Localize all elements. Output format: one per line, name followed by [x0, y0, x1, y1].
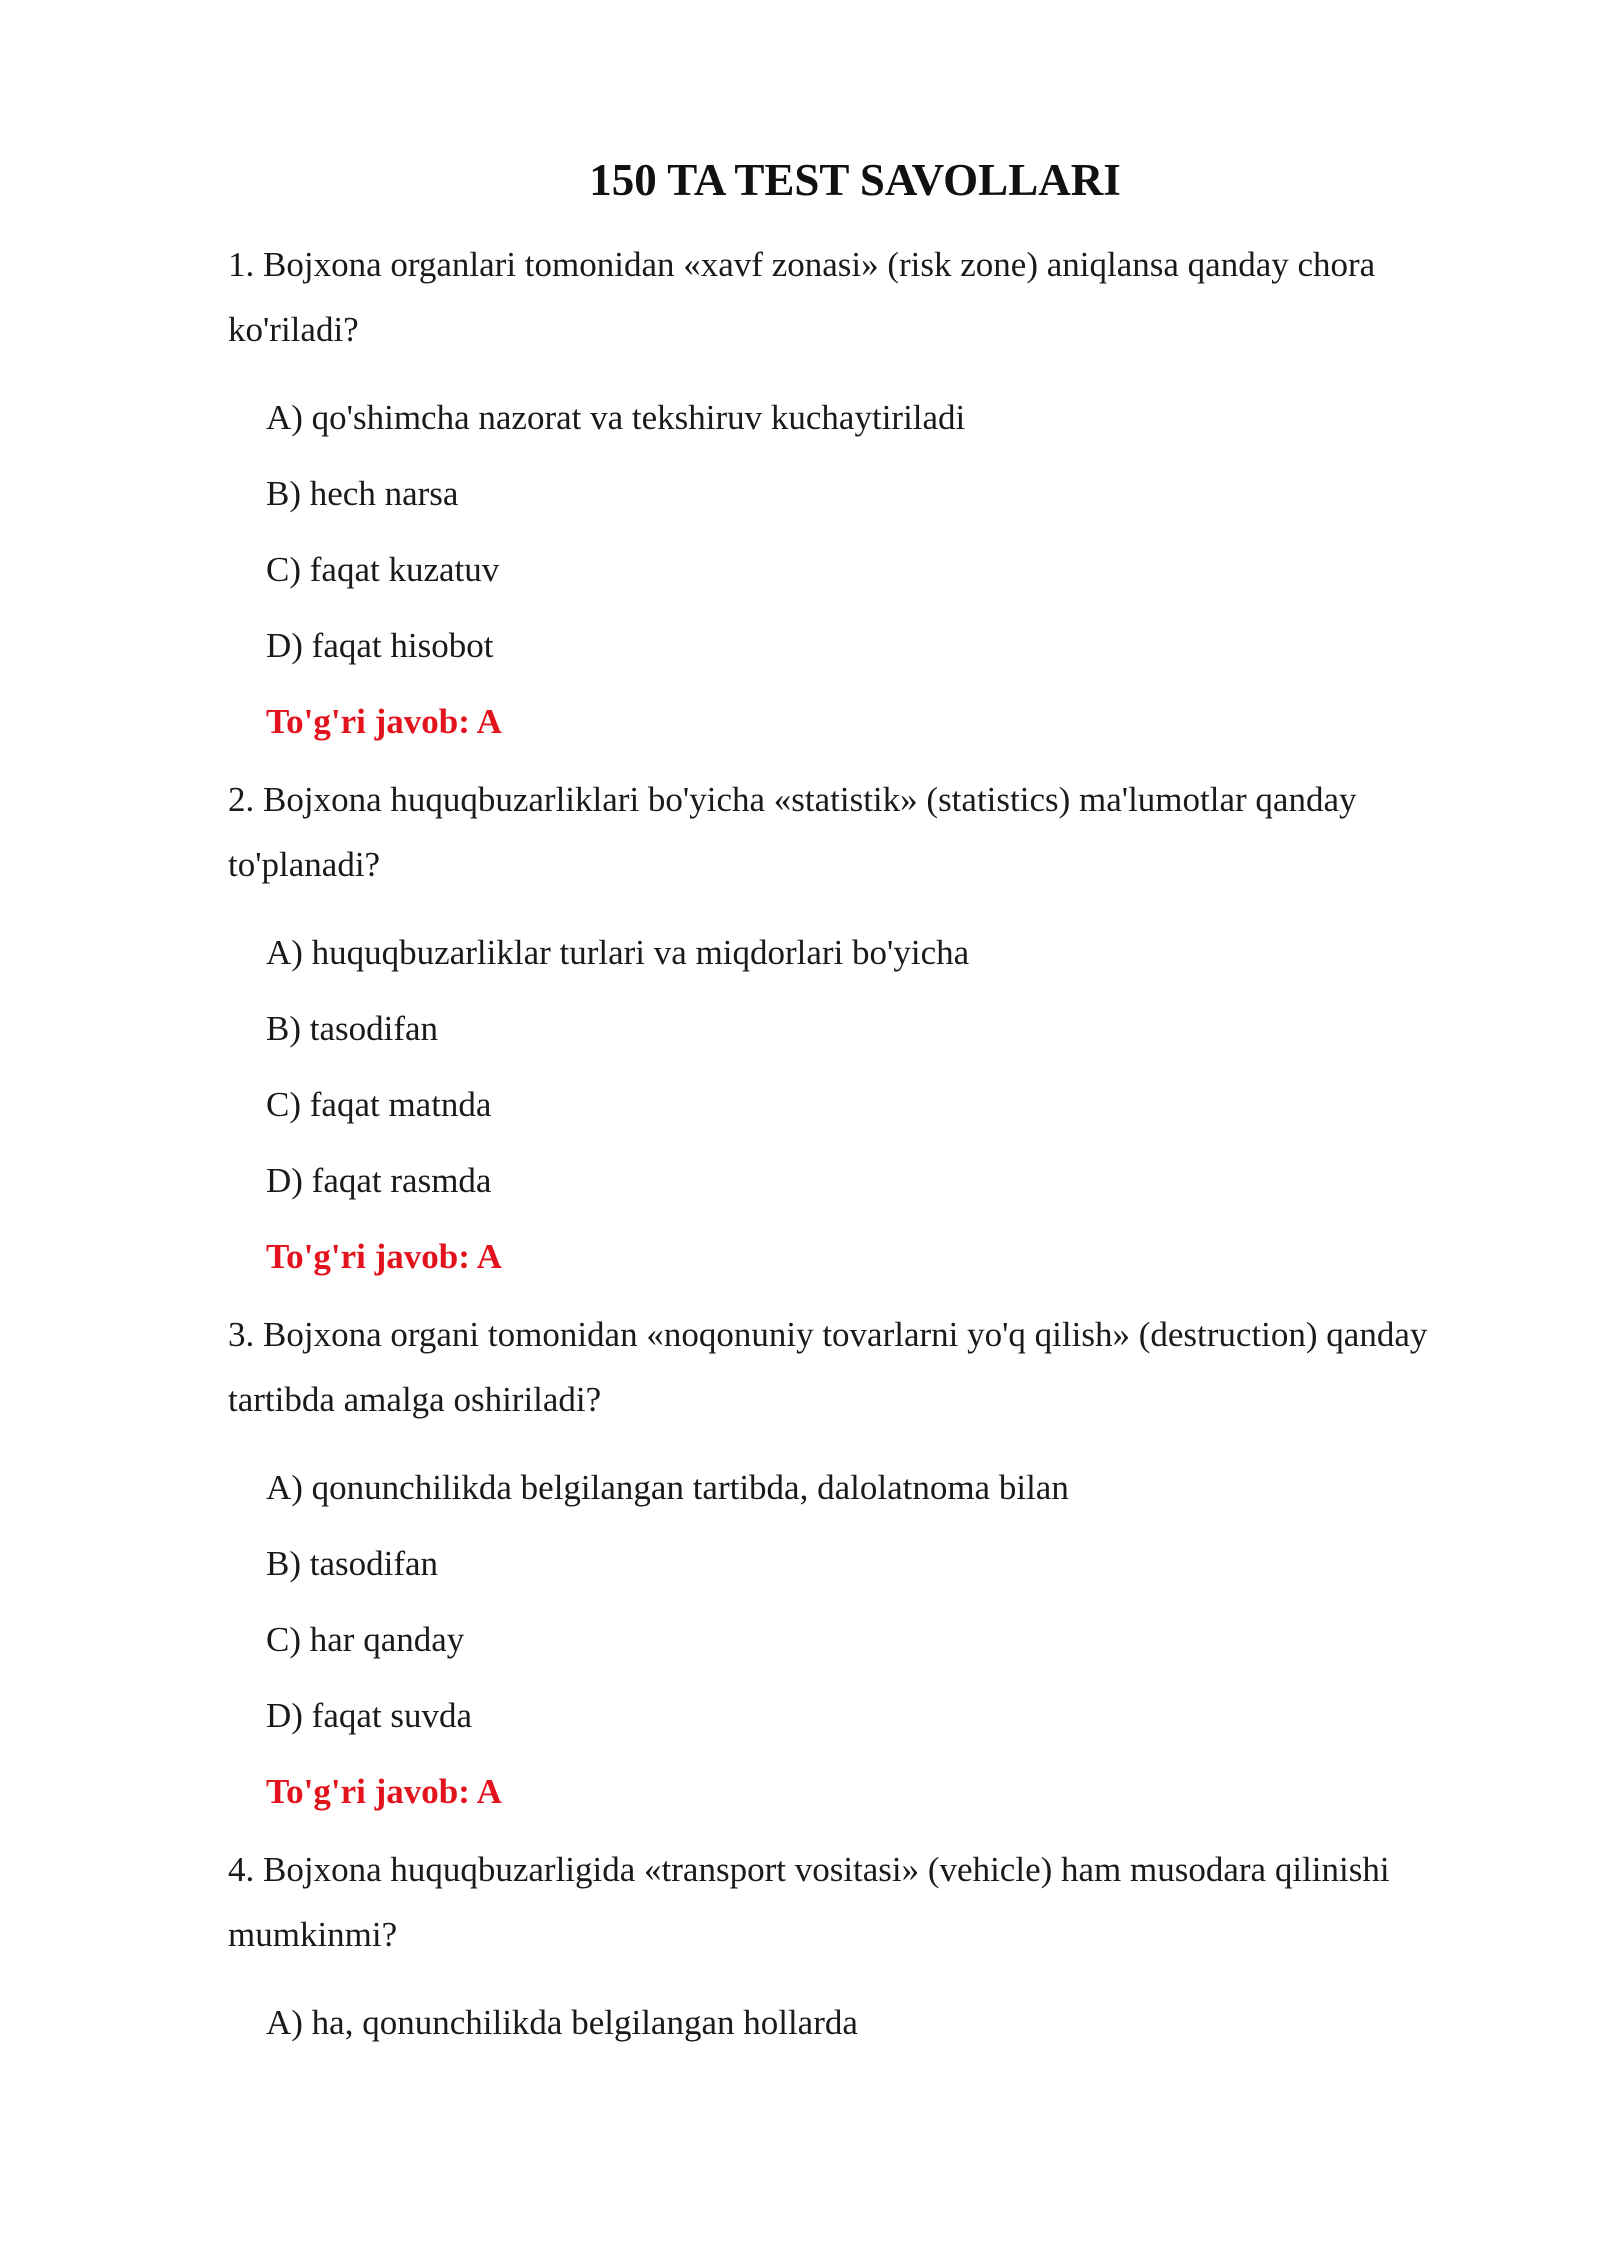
question-2-option-d: D) faqat rasmda: [266, 1161, 492, 1200]
question-3-answer: To'g'ri javob: A: [266, 1772, 502, 1811]
question-1-answer: To'g'ri javob: A: [266, 702, 502, 741]
question-3-option-d: D) faqat suvda: [266, 1696, 473, 1735]
question-3-option-a: A) qonunchilikda belgilangan tartibda, dalolatnoma bilan: [266, 1468, 1069, 1507]
question-1-option-d: D) faqat hisobot: [266, 626, 494, 665]
question-2-text: 2. Bojxona huquqbuzarliklari bo'yicha «statistik» (statistics) ma'lumotlar qanday to'planadi?: [228, 780, 1357, 884]
question-4-text: 4. Bojxona huquqbuzarligida «transport vositasi» (vehicle) ham musodara qilinishi mumkinmi?: [228, 1850, 1390, 1954]
question-2-option-b: B) tasodifan: [266, 1009, 439, 1048]
question-3-text: 3. Bojxona organi tomonidan «noqonuniy tovarlarni yo'q qilish» (destruction) qanday tartibda amalga oshiriladi?: [228, 1315, 1428, 1419]
question-2-option-c: C) faqat matnda: [266, 1085, 492, 1124]
question-1-option-b: B) hech narsa: [266, 474, 459, 513]
question-3-option-b: B) tasodifan: [266, 1544, 439, 1583]
question-3-option-c: C) har qanday: [266, 1620, 465, 1659]
question-2-answer: To'g'ri javob: A: [266, 1237, 502, 1276]
question-1-option-c: C) faqat kuzatuv: [266, 550, 500, 589]
question-4-option-a: A) ha, qonunchilikda belgilangan hollarda: [266, 2003, 858, 2042]
question-1-text: 1. Bojxona organlari tomonidan «xavf zonasi» (risk zone) aniqlansa qanday chora ko'riladi?: [228, 245, 1376, 349]
question-1-option-a: A) qo'shimcha nazorat va tekshiruv kuchaytiriladi: [266, 398, 966, 437]
document-title: 150 TA TEST SAVOLLARI: [589, 155, 1121, 205]
question-2-option-a: A) huquqbuzarliklar turlari va miqdorlari bo'yicha: [266, 933, 970, 972]
